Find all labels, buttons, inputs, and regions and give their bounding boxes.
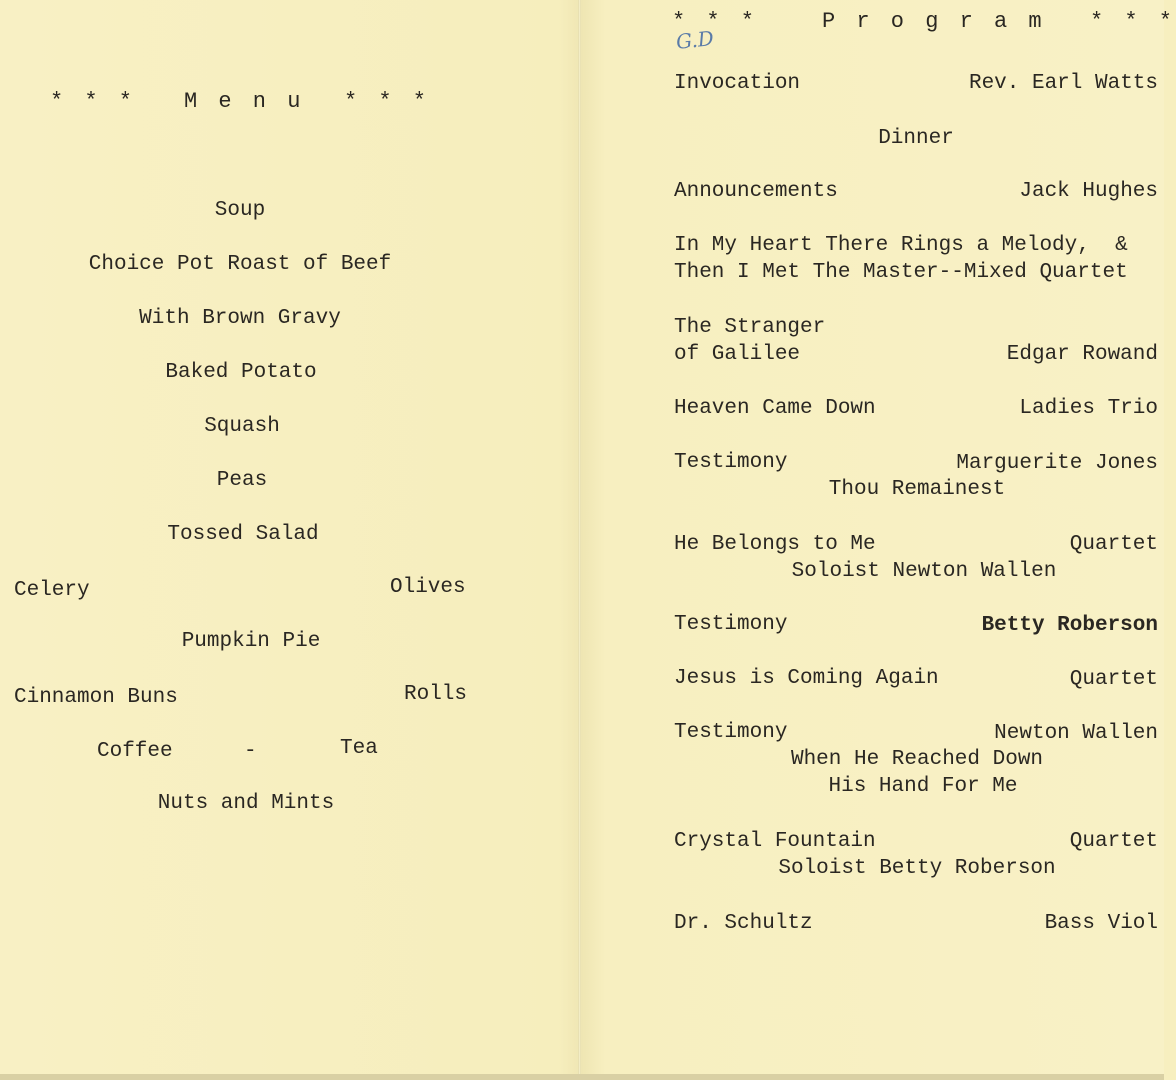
program-schultz: Dr. Schultz — [674, 912, 813, 935]
program-heading-stars-right: * * * — [1090, 9, 1176, 34]
program-jesus-by: Quartet — [1069, 668, 1158, 691]
program-heading-stars-left: * * * — [672, 9, 759, 34]
program-jesus: Jesus is Coming Again — [674, 667, 939, 690]
program-melody-line1: In My Heart There Rings a Melody, & — [674, 234, 1128, 257]
menu-heading-stars-left: * * * — [50, 89, 137, 114]
program-announcements-by: Jack Hughes — [1019, 180, 1158, 203]
program-announcements: Announcements — [674, 180, 838, 203]
menu-item-rolls: Rolls — [404, 683, 468, 706]
menu-item-coffee: Coffee — [97, 740, 173, 763]
menu-item-buns: Cinnamon Buns — [14, 686, 178, 709]
program-stranger-by: Edgar Rowand — [1006, 343, 1158, 366]
center-fold — [578, 0, 581, 1080]
program-soloist-1: Soloist Newton Wallen — [791, 560, 1057, 583]
program-testimony-3-by: Newton Wallen — [994, 722, 1158, 745]
program-schultz-by: Bass Viol — [1044, 912, 1158, 935]
program-reached-line1: When He Reached Down — [790, 748, 1044, 771]
program-remainest: Thou Remainest — [828, 478, 1006, 501]
menu-item-celery: Celery — [14, 579, 90, 602]
menu-item-tea: Tea — [340, 737, 378, 760]
program-melody-line2: Then I Met The Master--Mixed Quartet — [674, 261, 1128, 284]
program-invocation: Invocation — [674, 72, 801, 95]
program-invocation-by: Rev. Earl Watts — [968, 72, 1158, 95]
menu-item-dash: - — [244, 740, 257, 763]
program-dinner: Dinner — [878, 127, 954, 150]
menu-heading-stars-right: * * * — [344, 89, 431, 114]
program-testimony-2-by: Betty Roberson — [981, 614, 1158, 637]
menu-item-nuts: Nuts and Mints — [157, 792, 335, 815]
menu-heading: M e n u — [184, 89, 305, 114]
program-stranger-line1: The Stranger — [674, 316, 826, 339]
menu-item-potato: Baked Potato — [165, 361, 317, 384]
program-heading: P r o g r a m — [822, 9, 1046, 34]
program-testimony-2: Testimony — [674, 613, 788, 636]
program-crystal: Crystal Fountain — [674, 830, 876, 853]
program-testimony-1-by: Marguerite Jones — [956, 452, 1158, 475]
menu-item-peas: Peas — [216, 469, 268, 492]
program-heaven: Heaven Came Down — [674, 397, 876, 420]
program-soloist-2: Soloist Betty Roberson — [778, 857, 1056, 880]
menu-item-pie: Pumpkin Pie — [181, 630, 321, 653]
menu-item-olives: Olives — [390, 576, 466, 599]
paper-edge — [0, 1074, 1164, 1080]
program-testimony-3: Testimony — [674, 721, 788, 744]
menu-item-soup: Soup — [214, 199, 266, 222]
menu-item-salad: Tossed Salad — [167, 523, 319, 546]
program-crystal-by: Quartet — [1069, 830, 1158, 853]
menu-item-pot-roast: Choice Pot Roast of Beef — [88, 253, 392, 276]
menu-item-squash: Squash — [204, 415, 280, 438]
menu-item-gravy: With Brown Gravy — [139, 307, 341, 330]
program-stranger-line2: of Galilee — [674, 343, 801, 366]
program-belongs-by: Quartet — [1069, 533, 1158, 556]
program-testimony-1: Testimony — [674, 451, 788, 474]
program-reached-line2: His Hand For Me — [828, 775, 1018, 798]
program-heaven-by: Ladies Trio — [1019, 397, 1158, 420]
handwritten-note: G.D — [674, 26, 715, 54]
program-belongs: He Belongs to Me — [674, 533, 876, 556]
